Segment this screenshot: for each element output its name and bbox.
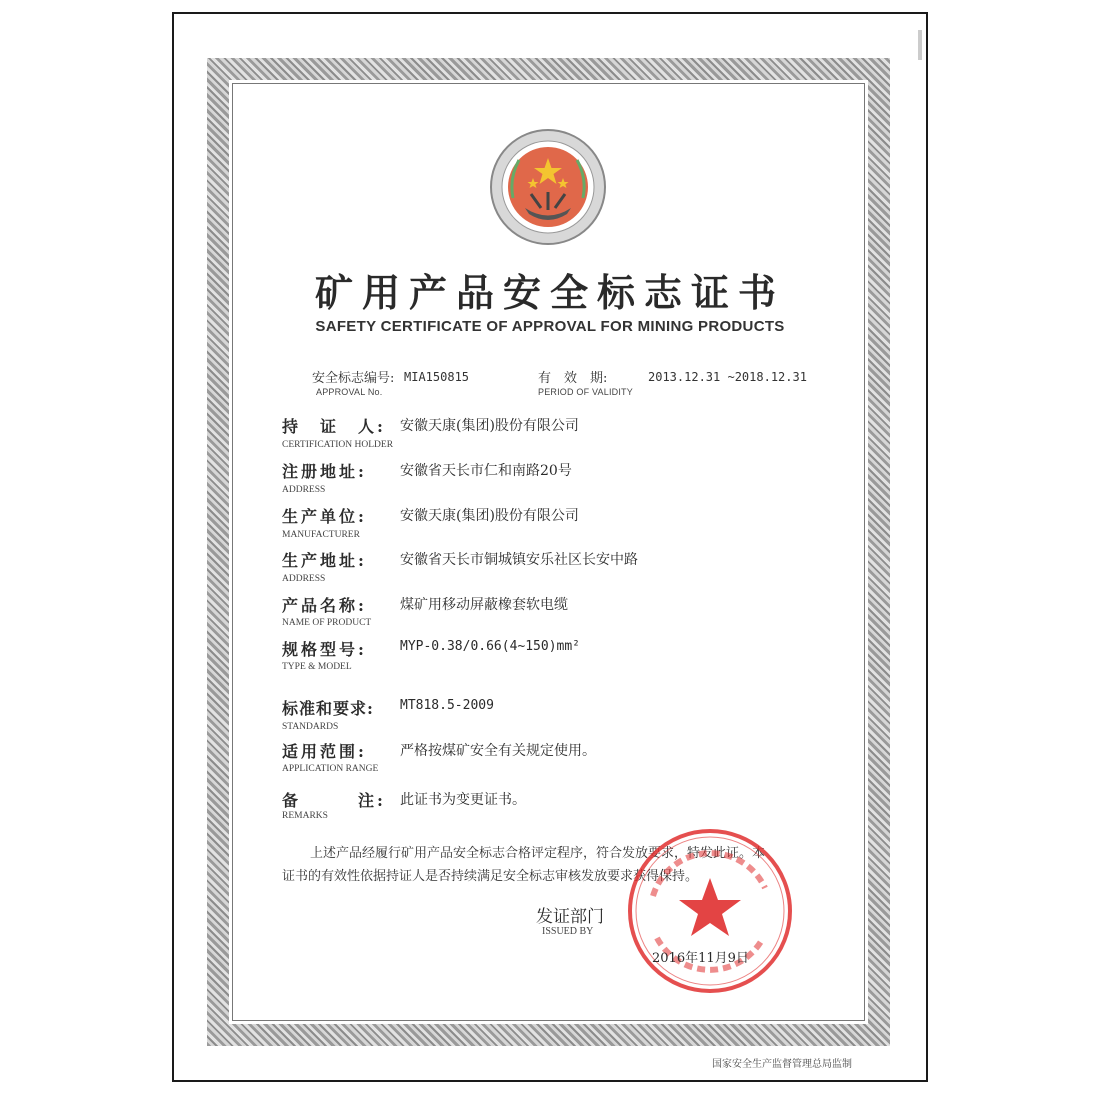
remarks-value: 此证书为变更证书。 [400, 792, 526, 808]
standards-label-en: STANDARDS [282, 722, 339, 732]
model-label: 规格型号: [282, 640, 367, 659]
application-value: 严格按煤矿安全有关规定使用。 [400, 743, 596, 759]
product-name-label: 产品名称: [282, 596, 367, 615]
holder-label: 持 证 人: [282, 417, 386, 436]
standards-label: 标准和要求: [282, 699, 374, 718]
standards-value: MT818.5-2009 [400, 698, 494, 713]
production-address-label: 生产地址: [282, 551, 367, 570]
issued-by-cn: 发证部门 [536, 907, 604, 927]
manufacturer-value: 安徽天康(集团)股份有限公司 [400, 508, 579, 524]
statement-line-2: 证书的有效性依据持证人是否持续满足安全标志审核发放要求获得保持。 [282, 869, 699, 884]
certificate-title-en: SAFETY CERTIFICATE OF APPROVAL FOR MINING PRODUCTS [315, 318, 785, 335]
reg-address-label-en: ADDRESS [282, 485, 326, 495]
approval-label-en: APPROVAL No. [316, 387, 383, 397]
production-address-value: 安徽省天长市铜城镇安乐社区长安中路 [400, 552, 638, 568]
certificate-title-cn: 矿用产品安全标志证书 [314, 270, 785, 315]
manufacturer-label-en: MANUFACTURER [282, 530, 360, 540]
holder-label-en: CERTIFICATION HOLDER [282, 440, 394, 450]
issued-by-en: ISSUED BY [542, 926, 594, 937]
validity-period: 2013.12.31 ~2018.12.31 [648, 370, 807, 384]
validity-label-cn: 有 效 期: [538, 371, 608, 386]
reg-address-value: 安徽省天长市仁和南路20号 [400, 463, 572, 479]
national-emblem-icon [489, 128, 607, 246]
production-address-label-en: ADDRESS [282, 574, 326, 584]
issue-date: 2016年11月9日 [652, 951, 749, 966]
application-label: 适用范围: [282, 742, 367, 761]
approval-label-cn: 安全标志编号: [312, 371, 395, 386]
footer-issuer: 国家安全生产监督管理总局监制 [712, 1059, 852, 1070]
model-label-en: TYPE & MODEL [282, 662, 352, 672]
holder-value: 安徽天康(集团)股份有限公司 [400, 418, 579, 434]
statement-line-1: 上述产品经履行矿用产品安全标志合格评定程序，符合发放要求，特发此证。本 [310, 846, 766, 861]
product-name-value: 煤矿用移动屏蔽橡套软电缆 [400, 597, 568, 613]
reg-address-label: 注册地址: [282, 462, 367, 481]
remarks-label: 备 注: [282, 791, 386, 810]
product-name-label-en: NAME OF PRODUCT [282, 618, 372, 628]
approval-number: MIA150815 [404, 370, 470, 384]
manufacturer-label: 生产单位: [282, 507, 367, 526]
remarks-label-en: REMARKS [282, 811, 328, 821]
scan-mark [918, 30, 922, 60]
validity-label-en: PERIOD OF VALIDITY [538, 387, 633, 397]
model-value: MYP-0.38/0.66(4~150)mm² [400, 639, 581, 654]
red-star-seal-icon [625, 826, 795, 996]
application-label-en: APPLICATION RANGE [282, 764, 379, 774]
